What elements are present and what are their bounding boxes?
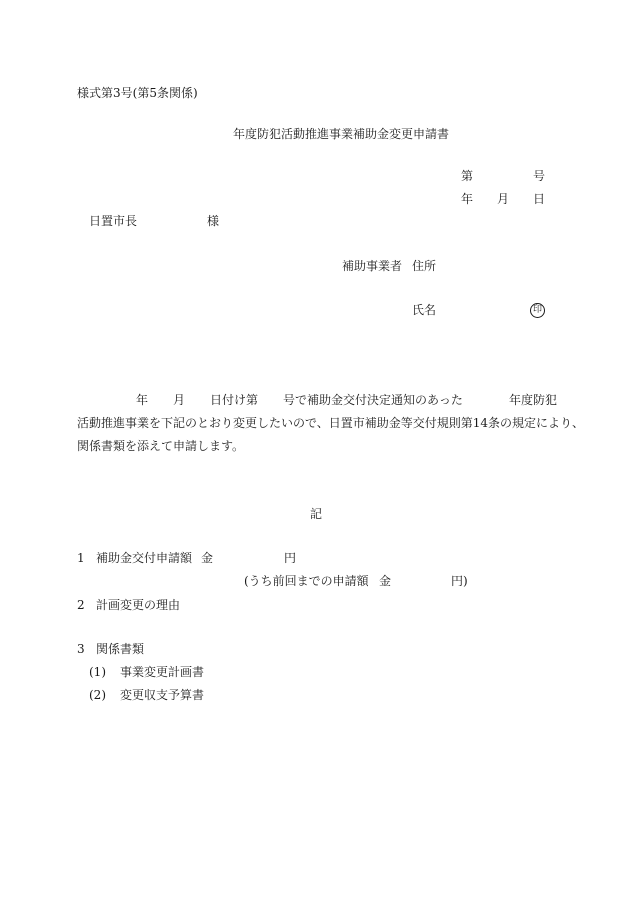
body-go-text: 号で補助金交付決定通知のあった: [283, 393, 463, 407]
item3-sub1-number: (1): [89, 665, 106, 679]
applicant-label: 補助事業者: [342, 259, 403, 273]
item3-sub2-number: (2): [89, 688, 106, 702]
item2-number: 2: [77, 598, 85, 612]
item1-number: 1: [77, 551, 85, 565]
body-month: 月: [173, 393, 186, 407]
body-fiscal: 年度防犯: [509, 393, 558, 407]
item1-sub-yen: 円): [451, 574, 468, 588]
body-line-3: 関係書類を添えて申請します。: [77, 439, 245, 453]
item1-yen: 円: [284, 551, 297, 565]
date-year: 年: [461, 192, 474, 206]
applicant-address-label: 住所: [412, 259, 437, 273]
seal-mark: 印: [530, 303, 545, 318]
addressee-name: 日置市長: [89, 214, 138, 228]
document-title: 年度防犯活動推進事業補助金変更申請書: [233, 127, 450, 141]
applicant-name-label: 氏名: [412, 303, 437, 317]
item1-label: 補助金交付申請額: [96, 551, 193, 565]
item3-sub1-label: 事業変更計画書: [120, 665, 205, 679]
body-date-dai: 日付け第: [210, 393, 259, 407]
item2-label: 計画変更の理由: [96, 598, 181, 612]
body-year: 年: [136, 393, 149, 407]
item1-sub-open: (うち前回までの申請額: [244, 574, 369, 588]
form-number: 様式第3号(第5条関係): [77, 86, 198, 100]
ki-heading: 記: [310, 507, 323, 521]
item1-kin: 金: [201, 551, 214, 565]
date-day: 日: [533, 192, 546, 206]
body-line-2: 活動推進事業を下記のとおり変更したいので、日置市補助金等交付規則第14条の規定により、: [77, 416, 585, 430]
number-go: 号: [533, 169, 546, 183]
number-dai: 第: [461, 169, 474, 183]
addressee-honorific: 様: [207, 214, 220, 228]
item3-number: 3: [77, 642, 85, 656]
item1-sub-kin: 金: [379, 574, 392, 588]
item3-label: 関係書類: [96, 642, 145, 656]
date-month: 月: [497, 192, 510, 206]
item3-sub2-label: 変更収支予算書: [120, 688, 205, 702]
